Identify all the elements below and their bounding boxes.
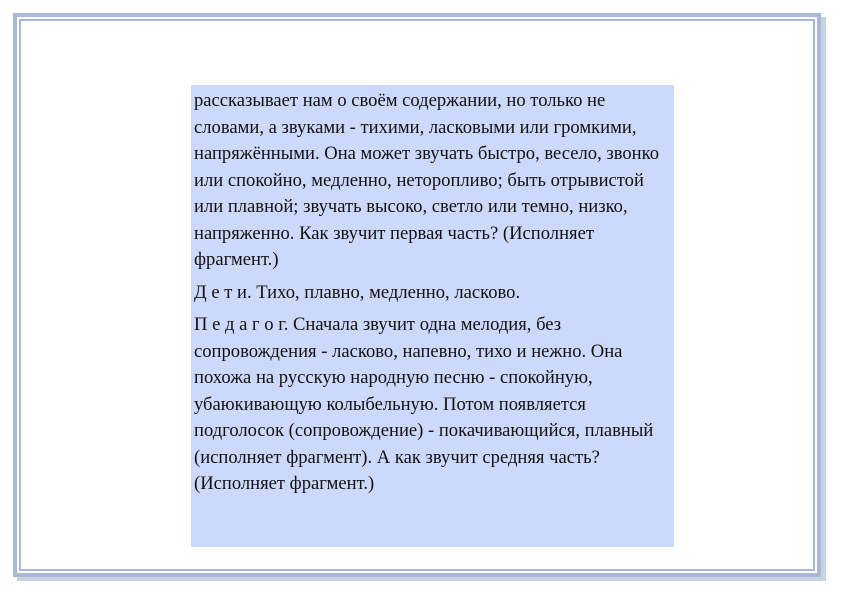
paragraph-children-answer: Д е т и. Тихо, плавно, медленно, ласково.: [194, 281, 521, 303]
frame-shadow-bottom: [17, 577, 826, 581]
frame-shadow-right: [821, 17, 826, 581]
text-box: [191, 85, 674, 547]
paragraph-teacher: П е д а г о г. Сначала звучит одна мелодия, без сопровождения - ласково, напевно, тихо и нежно. Она похожа на русскую народную песню - спокойную, убаюкивающую колыбельную. Потом появляется подголосок (сопровождение) - покачивающийся, плавный (исполняет фрагмент). А как звучит средняя часть? (Исполняет фрагмент.): [194, 314, 654, 494]
paragraph-intro: рассказывает нам о своём содержании, но только не словами, а звуками - тихими, ласковыми или громкими, напряжёнными. Она может звучать быстро, весело, звонко или спокойно, медленно, неторопливо; быть отрывистой или плавной; звучать высоко, светло или темно, низко, напряженно. Как звучит первая часть? (Исполняет фрагмент.): [194, 90, 660, 270]
